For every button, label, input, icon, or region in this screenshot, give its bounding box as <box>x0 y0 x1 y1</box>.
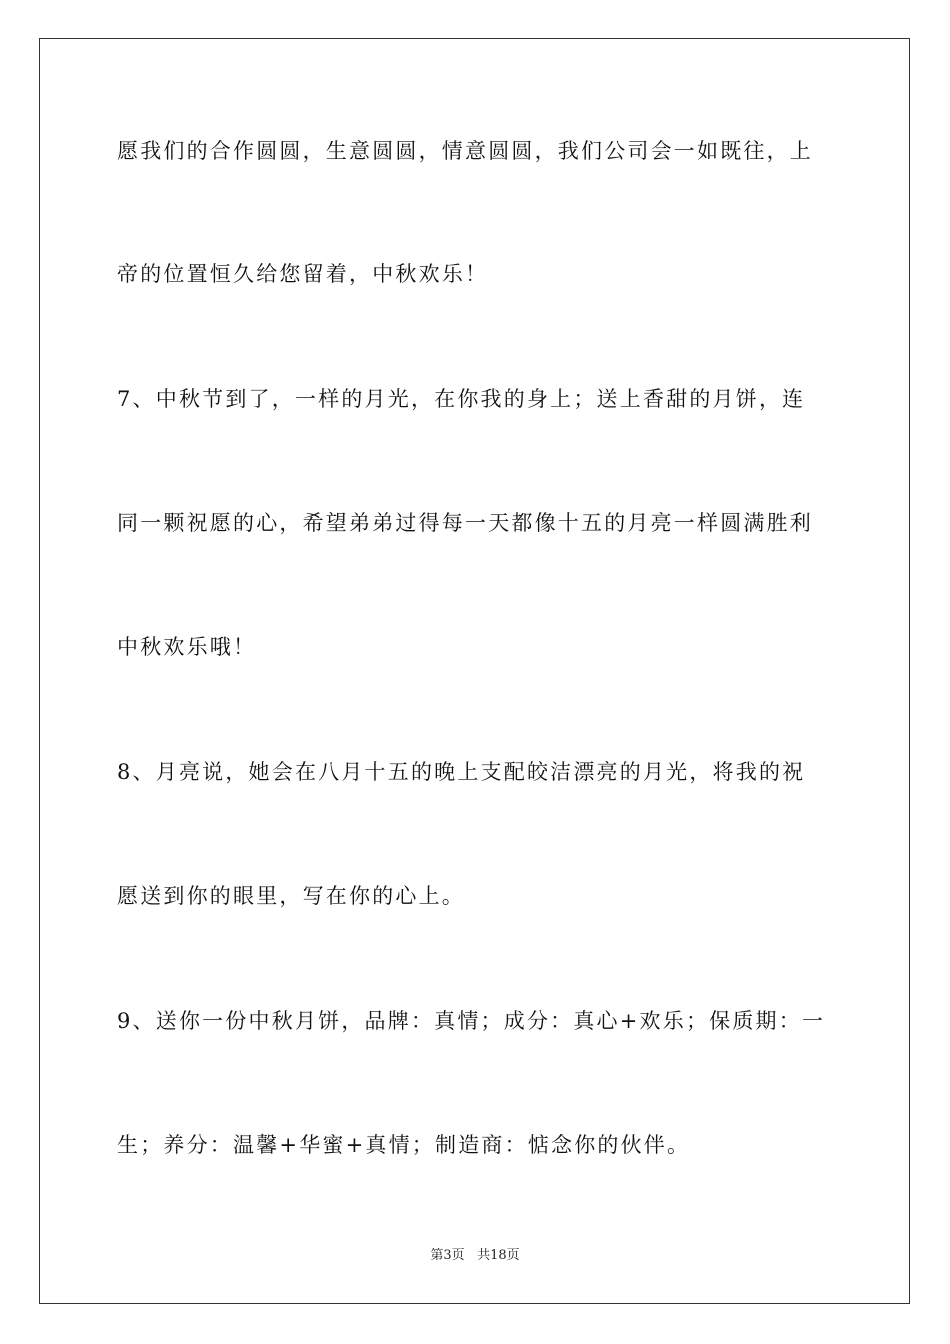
body-text-line: 愿我们的合作圆圆，生意圆圆，情意圆圆，我们公司会一如既往，上 <box>117 139 813 163</box>
body-text-line: 帝的位置恒久给您留着，中秋欢乐！ <box>117 262 489 286</box>
body-text-line: 愿送到你的眼里，写在你的心上。 <box>117 884 465 908</box>
body-text-line: 8、月亮说，她会在八月十五的晚上支配皎洁漂亮的月光，将我的祝 <box>117 760 806 784</box>
body-text-line: 中秋欢乐哦！ <box>117 635 257 659</box>
page-number: 第3页 <box>430 1248 465 1263</box>
body-text-line: 9、送你一份中秋月饼，品牌：真情；成分：真心+欢乐；保质期：一 <box>117 1009 826 1033</box>
page-total: 共18页 <box>477 1248 520 1263</box>
body-text-line: 7、中秋节到了，一样的月光，在你我的身上；送上香甜的月饼，连 <box>117 387 806 411</box>
body-text-line: 同一颗祝愿的心，希望弟弟过得每一天都像十五的月亮一样圆满胜利 <box>117 511 813 535</box>
body-text-line: 生；养分：温馨+华蜜+真情；制造商：惦念你的伙伴。 <box>117 1133 691 1157</box>
page-footer <box>0 1247 950 1265</box>
page-border <box>39 38 910 1304</box>
